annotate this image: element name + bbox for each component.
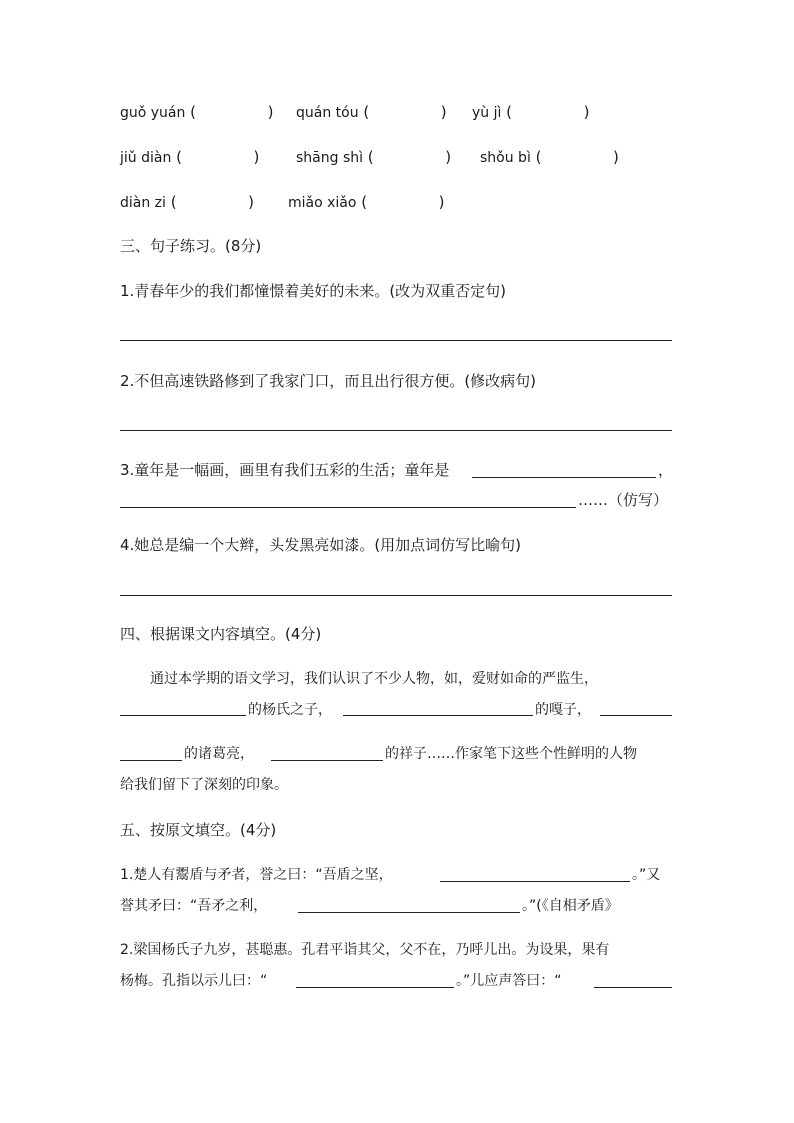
answer-line[interactable] [120,595,672,596]
section-title: 三、句子练习。(8分) [120,237,262,255]
section-title: 五、按原文填空。(4分) [120,821,277,839]
paragraph-text: 通过本学期的语文学习，我们认识了不少人物，如，爱财如命的严监生， [150,671,598,687]
close-paren: ) [445,148,452,166]
pinyin-text: diàn zi [120,195,166,211]
open-paren: ( [170,193,177,211]
answer-line[interactable] [271,760,383,761]
pinyin-item [296,102,447,123]
punctuation: ， [658,461,674,479]
open-paren: ( [190,103,197,121]
paragraph-text: 的杨氏之子， [248,702,332,718]
pinyin-item [120,102,273,123]
answer-line[interactable] [120,760,182,761]
pinyin-item [120,147,259,168]
pinyin-text: yù jì [472,105,502,121]
close-paren: ) [253,148,260,166]
pinyin-item [296,147,451,168]
answer-line[interactable] [343,715,533,716]
close-paren: ) [267,103,274,121]
question-text: 3.童年是一幅画，画里有我们五彩的生活；童年是 [120,461,450,479]
question-text: 。”儿应声答曰：“ [456,973,562,989]
answer-line[interactable] [440,881,630,882]
pinyin-item [480,147,619,168]
answer-line[interactable] [120,340,672,341]
answer-line[interactable] [120,507,576,508]
pinyin-text: quán tóu [296,105,359,121]
open-paren: ( [535,148,542,166]
answer-line[interactable] [120,715,246,716]
pinyin-item [288,192,445,213]
question-text: 2.梁国杨氏子九岁，甚聪惠。孔君平诣其父，父不在，乃呼儿出。为设果，果有 [120,942,610,958]
answer-line[interactable] [594,987,672,988]
pinyin-text: guǒ yuán [120,105,186,121]
question-suffix: ……（仿写） [578,491,669,509]
paragraph-text: 的祥子……作家笔下这些个性鲜明的人物 [385,746,637,762]
close-paren: ) [440,103,447,121]
question-text: 。”(《自相矛盾》 [522,898,619,914]
paragraph-text: 的嘎子， [535,702,591,718]
question-text: 1.青春年少的我们都憧憬着美好的未来。(改为双重否定句) [120,282,507,300]
open-paren: ( [361,193,368,211]
close-paren: ) [613,148,619,166]
answer-line[interactable] [120,430,672,431]
question-text: 4.她总是编一个大辫，头发黑亮如漆。(用加点词仿写比喻句) [120,536,522,554]
answer-line[interactable] [296,987,454,988]
answer-line[interactable] [600,715,672,716]
pinyin-item [120,192,254,213]
close-paren: ) [248,193,254,211]
pinyin-text: jiǔ diàn [120,150,172,166]
answer-line[interactable] [298,912,520,913]
question-text: 1.楚人有鬻盾与矛者，誉之曰：“吾盾之坚， [120,867,393,883]
open-paren: ( [176,148,182,166]
question-text: 誉其矛曰：“吾矛之利， [120,898,268,914]
pinyin-text: shǒu bì [480,150,531,166]
answer-line[interactable] [472,477,656,478]
pinyin-text: miǎo xiǎo [288,195,357,211]
question-text: 。”又 [632,867,661,883]
open-paren: ( [367,148,374,166]
pinyin-item [472,102,589,123]
close-paren: ) [583,103,590,121]
close-paren: ) [438,193,445,211]
question-text: 2.不但高速铁路修到了我家门口，而且出行很方便。(修改病句) [120,372,537,390]
pinyin-text: shāng shì [296,150,364,166]
question-text: 杨梅。孔指以示儿曰：“ [120,973,268,989]
open-paren: ( [363,103,370,121]
section-title: 四、根据课文内容填空。(4分) [120,625,322,643]
open-paren: ( [506,103,513,121]
paragraph-text: 给我们留下了深刻的印象。 [120,777,288,793]
paragraph-text: 的诸葛亮， [184,746,254,762]
